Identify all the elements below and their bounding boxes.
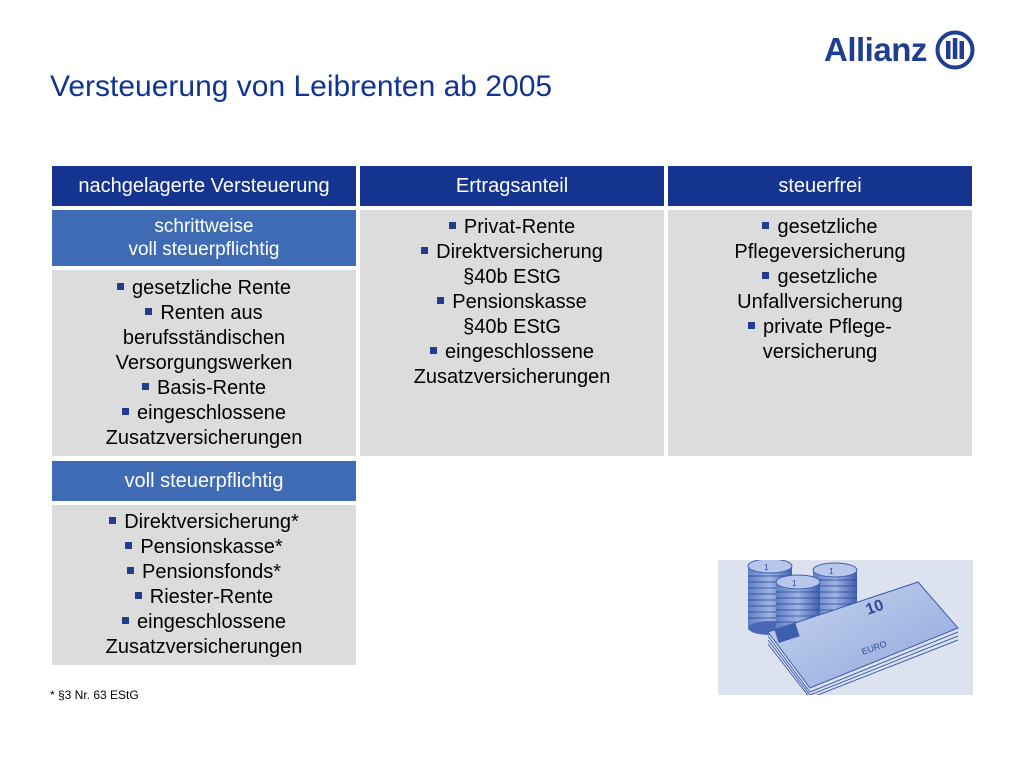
bullet-list [52, 510, 356, 660]
list-item-continuation: Versorgungswerken [115, 352, 293, 374]
list-item-continuation: §40b EStG [463, 266, 561, 288]
bullet-square-icon [135, 592, 142, 599]
group-header-schrittweise [52, 210, 356, 266]
bullet-square-icon [748, 322, 755, 329]
bullet-square-icon [421, 247, 428, 254]
column-header-ertragsanteil: Ertragsanteil [360, 166, 664, 206]
list-item-continuation: versicherung [762, 341, 878, 363]
list-item-continuation: §40b EStG [463, 316, 561, 338]
bullet-square-icon [145, 308, 152, 315]
bullet-square-icon [122, 408, 129, 415]
list-item: private Pflege- [668, 315, 972, 340]
list-item: eingeschlossene [52, 401, 356, 426]
allianz-logo [824, 28, 975, 72]
list-item: Pensionskasse [360, 290, 664, 315]
list-item: Pensionskasse* [52, 535, 356, 560]
svg-text:1: 1 [764, 563, 769, 572]
bullet-square-icon [430, 347, 437, 354]
list-item: Renten aus [52, 301, 356, 326]
bullet-square-icon [125, 542, 132, 549]
allianz-eagle-mark-icon [935, 30, 975, 70]
list-item-continuation: Pflegeversicherung [734, 241, 906, 263]
svg-text:1: 1 [792, 579, 797, 588]
list-item: eingeschlossene [360, 340, 664, 365]
banknote-label: EURO [860, 638, 889, 657]
footnote: * §3 Nr. 63 EStG [50, 688, 139, 702]
bullet-list [52, 276, 356, 451]
list-box-voll-steuerpflichtig [52, 505, 356, 665]
logo-text: Allianz [824, 31, 927, 68]
column-header-steuerfrei: steuerfrei [668, 166, 972, 206]
list-item: gesetzliche Rente [52, 276, 356, 301]
euro-coins-and-banknotes-icon [718, 560, 973, 695]
bullet-list [360, 215, 664, 390]
bullet-square-icon [762, 272, 769, 279]
list-item: Riester-Rente [52, 585, 356, 610]
list-item: Basis-Rente [52, 376, 356, 401]
bullet-square-icon [127, 567, 134, 574]
list-item: Direktversicherung [360, 240, 664, 265]
list-item: gesetzliche [668, 215, 972, 240]
list-item: Direktversicherung* [52, 510, 356, 535]
list-box-schrittweise [52, 270, 356, 456]
list-item: Pensionsfonds* [52, 560, 356, 585]
group-header-voll-steuerpflichtig: voll steuerpflichtig [52, 461, 356, 501]
list-item: eingeschlossene [52, 610, 356, 635]
bullet-square-icon [449, 222, 456, 229]
bullet-square-icon [117, 283, 124, 290]
banknote-value: 10 [863, 596, 887, 619]
bullet-square-icon [437, 297, 444, 304]
list-item-continuation: Zusatzversicherungen [413, 366, 611, 388]
group-header-line: schrittweise [154, 216, 254, 237]
bullet-list [668, 215, 972, 365]
page-title: Versteuerung von Leibrenten ab 2005 [50, 70, 553, 103]
bullet-square-icon [142, 383, 149, 390]
list-box-ertragsanteil [360, 210, 664, 456]
list-item: gesetzliche [668, 265, 972, 290]
euro-money-illustration [718, 560, 973, 695]
list-item-continuation: Unfallversicherung [737, 291, 903, 313]
list-item-continuation: Zusatzversicherungen [105, 427, 303, 449]
list-box-steuerfrei [668, 210, 972, 456]
list-item: Privat-Rente [360, 215, 664, 240]
list-item-continuation: berufsständischen [122, 327, 286, 349]
svg-text:1: 1 [829, 567, 834, 576]
column-header-nachgelagerte: nachgelagerte Versteuerung [52, 166, 356, 206]
group-header-line: voll steuerpflichtig [128, 239, 280, 260]
list-item-continuation: Zusatzversicherungen [105, 636, 303, 658]
bullet-square-icon [762, 222, 769, 229]
bullet-square-icon [109, 517, 116, 524]
bullet-square-icon [122, 617, 129, 624]
